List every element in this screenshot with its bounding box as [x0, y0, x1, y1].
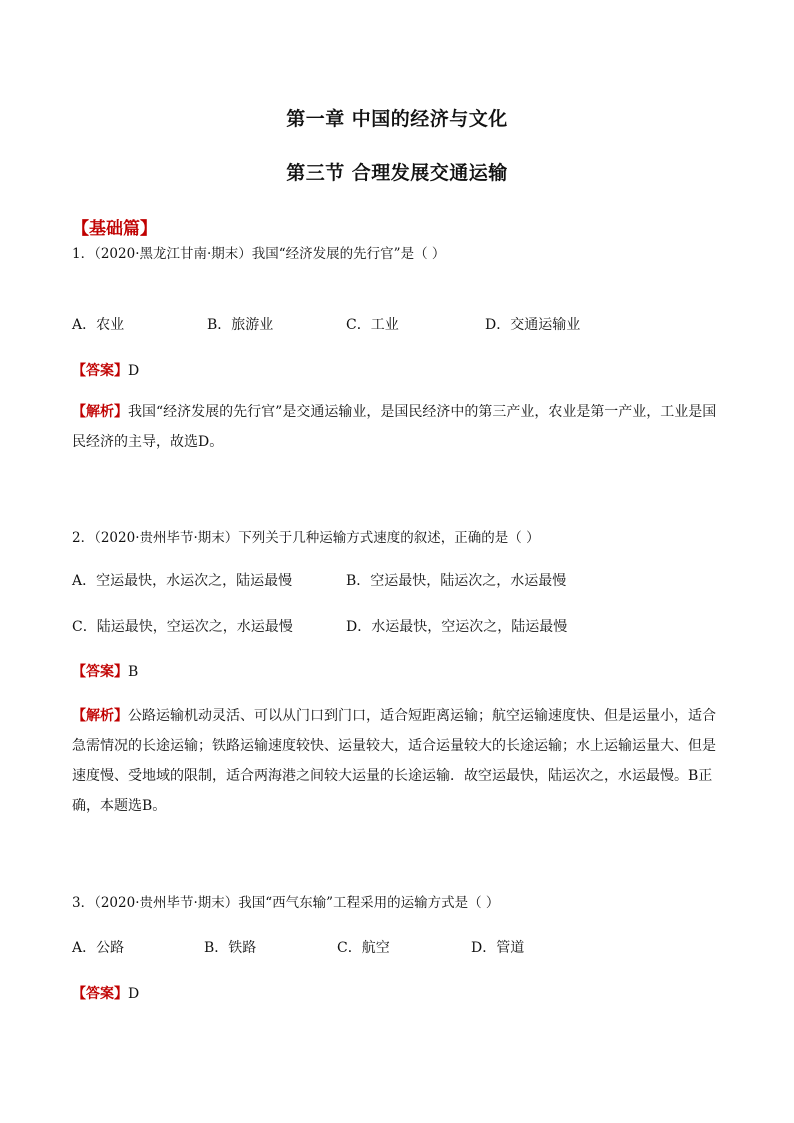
analysis-label: 【解析】 — [72, 404, 128, 420]
question-1-analysis — [72, 397, 720, 457]
question-1-option-a: A．农业 — [72, 317, 125, 333]
question-2-option-a: A．空运最快，水运次之，陆运最慢 — [72, 573, 293, 589]
question-3-option-b: B．铁路 — [204, 940, 257, 956]
question-2-answer — [72, 661, 138, 681]
question-2-option-d: D．水运最快，空运次之，陆运最慢 — [346, 619, 568, 635]
answer-value: D — [128, 986, 140, 1002]
chapter-title: 第一章 中国的经济与文化 — [286, 108, 508, 130]
question-1-stem: 1．（2020·黑龙江甘南·期末）我国“经济发展的先行官”是（ ） — [72, 246, 446, 262]
answer-label: 【答案】 — [72, 664, 128, 680]
question-3-answer — [72, 983, 139, 1003]
answer-label: 【答案】 — [72, 363, 128, 379]
part-label: 【基础篇】 — [72, 219, 157, 239]
answer-label: 【答案】 — [72, 986, 128, 1002]
question-3-option-d: D．管道 — [471, 940, 525, 956]
question-1-answer — [72, 360, 139, 380]
question-1-option-b: B．旅游业 — [207, 317, 274, 333]
question-1-option-d: D．交通运输业 — [485, 317, 581, 333]
question-2-stem: 2．（2020·贵州毕节·期末）下列关于几种运输方式速度的叙述，正确的是（ ） — [72, 530, 540, 546]
question-2-option-b: B．空运最快，陆运次之，水运最慢 — [346, 573, 567, 589]
question-3-stem: 3．（2020·贵州毕节·期末）我国“西气东输”工程采用的运输方式是（ ） — [72, 895, 500, 911]
question-2-option-c: C．陆运最快，空运次之，水运最慢 — [72, 619, 293, 635]
question-3-option-a: A．公路 — [72, 940, 125, 956]
answer-value: B — [128, 664, 139, 680]
question-3-option-c: C．航空 — [337, 940, 390, 956]
analysis-text: 我国“经济发展的先行官”是交通运输业，是国民经济中的第三产业，农业是第一产业，工业是国民经济的主导，故选D。 — [72, 404, 717, 450]
section-title: 第三节 合理发展交通运输 — [286, 162, 508, 184]
analysis-text: 公路运输机动灵活、可以从门口到门口，适合短距离运输；航空运输速度快、但是运量小，适合急需情况的长途运输；铁路运输速度较快、运量较大，适合运量较大的长途运输；水上运输运量大、但是速度慢、受地域的限制，适合两海港之间较大运量的长途运输．故空运最快，陆运次之，水运最慢。B正确，本题选B。 — [72, 708, 716, 814]
answer-value: D — [128, 363, 140, 379]
analysis-label: 【解析】 — [72, 708, 128, 724]
question-1-option-c: C．工业 — [346, 317, 399, 333]
question-2-analysis — [72, 701, 720, 821]
